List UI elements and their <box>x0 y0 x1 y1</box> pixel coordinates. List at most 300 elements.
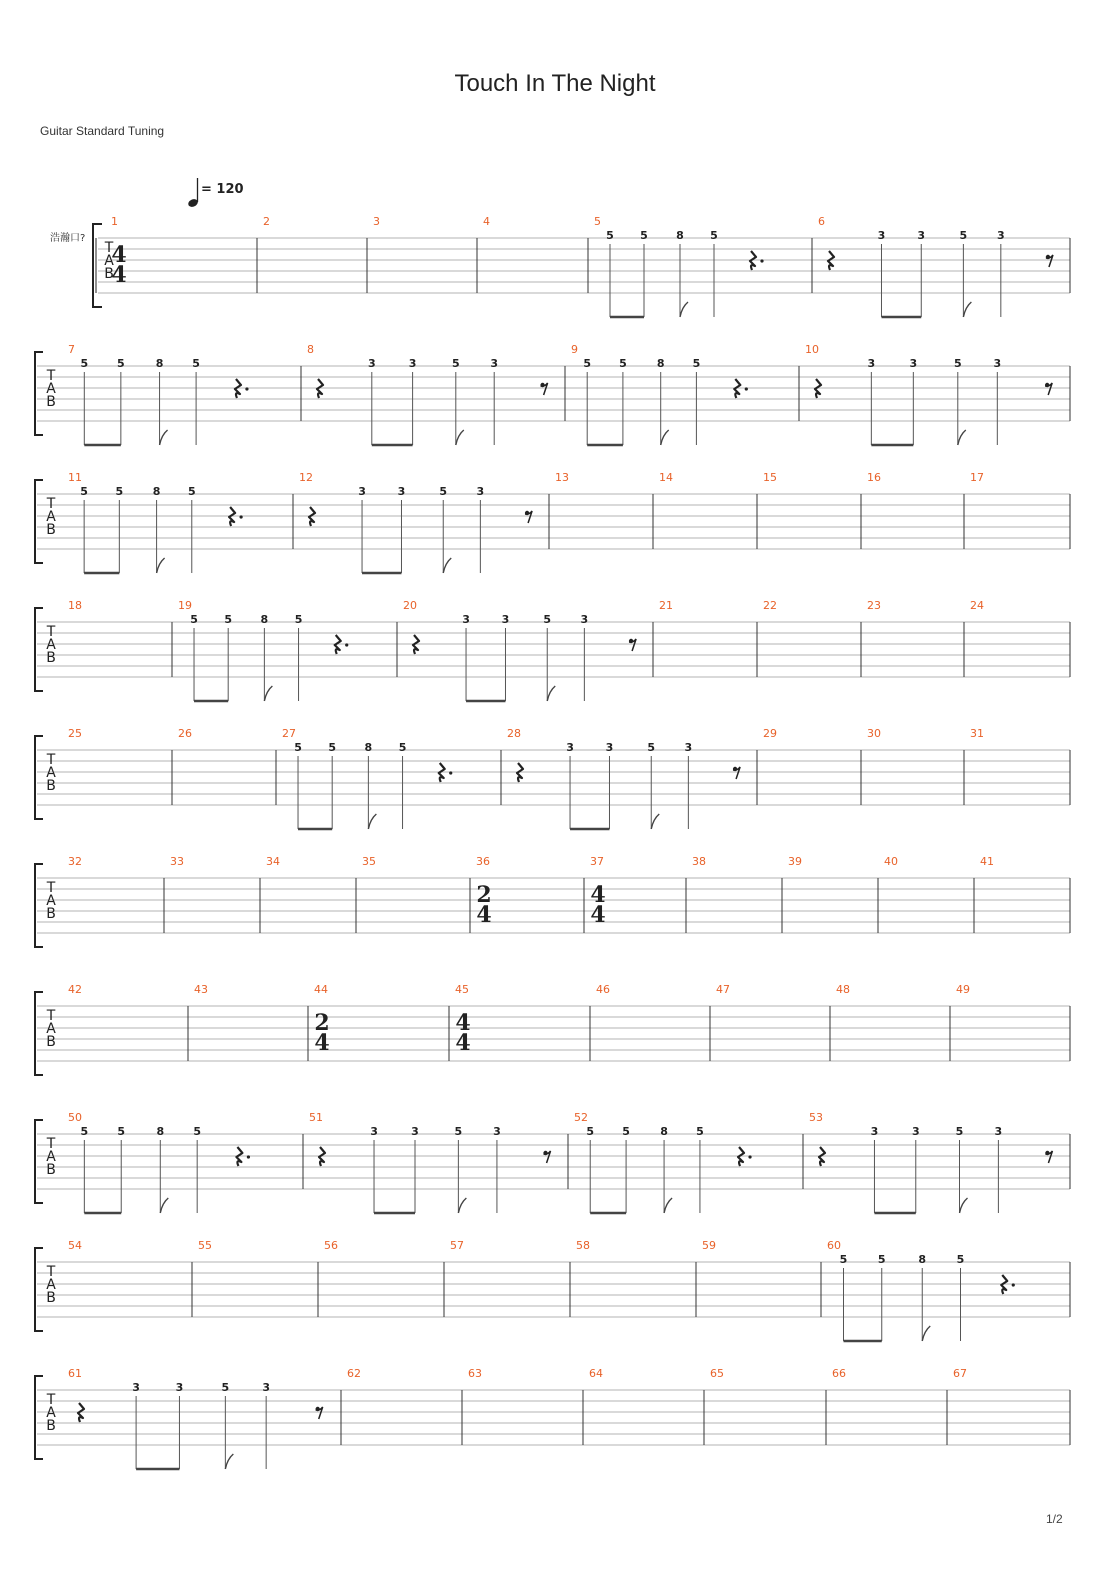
measure-number: 39 <box>788 855 802 868</box>
measure-58 <box>576 1239 590 1252</box>
measure-36 <box>476 855 492 928</box>
system-bracket <box>35 480 43 563</box>
measure-number: 56 <box>324 1239 338 1252</box>
fret-number: 5 <box>959 229 968 242</box>
tab-clef-letter: A <box>46 509 56 525</box>
measure-24 <box>970 599 984 612</box>
eighth-flag-icon <box>922 1326 930 1341</box>
measure-13 <box>555 471 569 484</box>
quarter-rest-icon <box>229 507 235 526</box>
riff-a <box>190 613 348 701</box>
riff-a <box>606 229 763 317</box>
measure-number: 20 <box>403 599 417 612</box>
measure-7 <box>68 343 249 445</box>
quarter-rest-icon <box>517 763 523 782</box>
measure-18 <box>68 599 82 612</box>
measure-number: 29 <box>763 727 777 740</box>
tab-clef-letter: B <box>46 1034 56 1050</box>
tab-clef-letter: T <box>104 240 114 256</box>
fret-number: 3 <box>909 357 918 370</box>
rest-dot <box>1012 1283 1015 1286</box>
measure-number: 50 <box>68 1111 82 1124</box>
fret-number: 8 <box>260 613 269 626</box>
fret-number: 5 <box>190 613 198 626</box>
tab-clef-letter: T <box>46 496 56 512</box>
fret-number: 5 <box>543 613 552 626</box>
measure-46 <box>596 983 610 996</box>
measure-number: 24 <box>970 599 984 612</box>
tab-system <box>35 1111 1070 1213</box>
measure-38 <box>692 855 706 868</box>
quarter-rest-icon <box>413 635 419 654</box>
eighth-flag-icon <box>157 558 165 573</box>
fret-number: 5 <box>622 1125 630 1138</box>
fret-number: 3 <box>397 485 406 498</box>
fret-number: 5 <box>692 357 701 370</box>
measure-56 <box>324 1239 338 1252</box>
fret-number: 3 <box>870 1125 879 1138</box>
fret-number: 3 <box>462 613 470 626</box>
measure-number: 33 <box>170 855 184 868</box>
measure-number: 59 <box>702 1239 716 1252</box>
measure-number: 7 <box>68 343 75 356</box>
tab-clef-letter: B <box>46 1162 56 1178</box>
measure-number: 61 <box>68 1367 82 1380</box>
page-number: 1/2 <box>1046 1512 1063 1526</box>
measure-8 <box>307 343 548 445</box>
tab-system <box>35 727 1070 829</box>
fret-number: 3 <box>411 1125 419 1138</box>
tab-clef-letter: B <box>46 394 56 410</box>
measure-42 <box>68 983 82 996</box>
eighth-flag-icon <box>651 814 659 829</box>
fret-number: 8 <box>660 1125 668 1138</box>
quarter-rest-icon <box>828 251 834 270</box>
measure-10 <box>805 343 1052 445</box>
tab-clef-letter: T <box>46 1136 56 1152</box>
measure-17 <box>970 471 984 484</box>
measure-19 <box>178 599 348 701</box>
rest-dot <box>245 387 248 390</box>
system-bracket <box>35 736 43 819</box>
riff-b <box>317 357 548 445</box>
measure-3 <box>373 215 380 228</box>
tab-clef-letter: T <box>46 1392 56 1408</box>
measure-28 <box>507 727 740 829</box>
measure-number: 6 <box>818 215 825 228</box>
fret-number: 5 <box>439 485 448 498</box>
quarter-rest-icon <box>235 379 241 398</box>
measure-2 <box>263 215 270 228</box>
fret-number: 5 <box>80 357 89 370</box>
measure-number: 47 <box>716 983 730 996</box>
time-signature-bottom: 4 <box>455 1030 471 1056</box>
fret-number: 8 <box>364 741 373 754</box>
fret-number: 5 <box>294 741 302 754</box>
tab-clef-letter: A <box>104 253 114 269</box>
measure-37 <box>590 855 606 928</box>
measure-23 <box>867 599 881 612</box>
measure-50 <box>68 1111 250 1213</box>
fret-number: 3 <box>684 741 693 754</box>
eighth-flag-icon <box>458 1198 466 1213</box>
quarter-rest-icon <box>750 251 756 270</box>
measure-49 <box>956 983 970 996</box>
tab-clef-letter: A <box>46 637 56 653</box>
measure-number: 16 <box>867 471 881 484</box>
tab-clef-letter: T <box>46 624 56 640</box>
measure-number: 17 <box>970 471 984 484</box>
system-bracket <box>35 864 43 947</box>
measure-16 <box>867 471 881 484</box>
eighth-flag-icon <box>963 302 971 317</box>
measure-number: 8 <box>307 343 314 356</box>
measure-9 <box>571 343 748 445</box>
measure-55 <box>198 1239 212 1252</box>
time-signature-bottom: 4 <box>590 902 606 928</box>
measure-number: 1 <box>111 215 118 228</box>
riff-b <box>319 1125 551 1213</box>
measure-number: 4 <box>483 215 490 228</box>
measure-41 <box>980 855 994 868</box>
rest-dot <box>748 1155 751 1158</box>
tab-clef-letter: A <box>46 893 56 909</box>
measure-number: 9 <box>571 343 578 356</box>
measure-20 <box>403 599 636 701</box>
measure-43 <box>194 983 208 996</box>
fret-number: 5 <box>80 1125 89 1138</box>
eighth-flag-icon <box>443 558 451 573</box>
measure-4 <box>483 215 490 228</box>
measure-29 <box>763 727 777 740</box>
time-signature-bottom: 4 <box>476 902 492 928</box>
eighth-flag-icon <box>456 430 464 445</box>
fret-number: 5 <box>454 1125 463 1138</box>
measure-21 <box>659 599 673 612</box>
fret-number: 5 <box>696 1125 704 1138</box>
fret-number: 3 <box>911 1125 920 1138</box>
fret-number: 5 <box>606 229 614 242</box>
measure-45 <box>455 983 471 1056</box>
fret-number: 5 <box>192 357 200 370</box>
measure-number: 51 <box>309 1111 323 1124</box>
fret-number: 5 <box>115 485 124 498</box>
riff-b <box>309 485 532 573</box>
measure-number: 21 <box>659 599 673 612</box>
time-signature-top: 2 <box>314 1010 330 1036</box>
time-signature-top: 4 <box>111 242 127 268</box>
measure-number: 11 <box>68 471 82 484</box>
measure-number: 15 <box>763 471 777 484</box>
measure-number: 14 <box>659 471 673 484</box>
measure-52 <box>574 1111 752 1213</box>
tab-clef-letter: A <box>46 1405 56 1421</box>
measure-number: 43 <box>194 983 208 996</box>
riff-a <box>80 485 242 573</box>
fret-number: 3 <box>175 1381 184 1394</box>
fret-number: 5 <box>953 357 962 370</box>
measure-number: 60 <box>827 1239 841 1252</box>
fret-number: 3 <box>493 1125 501 1138</box>
eighth-flag-icon <box>264 686 272 701</box>
measure-number: 48 <box>836 983 850 996</box>
measure-number: 37 <box>590 855 604 868</box>
measure-number: 66 <box>832 1367 846 1380</box>
measure-number: 25 <box>68 727 82 740</box>
fret-number: 3 <box>490 357 499 370</box>
tab-system <box>35 983 1070 1075</box>
rest-dot <box>345 643 348 646</box>
measure-33 <box>170 855 184 868</box>
tab-clef-letter: T <box>46 1008 56 1024</box>
measure-53 <box>809 1111 1052 1213</box>
measure-65 <box>710 1367 724 1380</box>
tab-clef-letter: T <box>46 368 56 384</box>
riff-b <box>815 357 1052 445</box>
measure-60 <box>827 1239 1015 1341</box>
measure-27 <box>282 727 452 829</box>
measure-number: 44 <box>314 983 328 996</box>
measure-number: 19 <box>178 599 192 612</box>
measure-number: 30 <box>867 727 881 740</box>
measure-number: 23 <box>867 599 881 612</box>
tab-system <box>35 471 1070 573</box>
song-title: Touch In The Night <box>454 70 656 97</box>
measure-number: 28 <box>507 727 521 740</box>
tab-clef-letter: B <box>46 778 56 794</box>
riff-b <box>819 1125 1052 1213</box>
fret-number: 5 <box>647 741 656 754</box>
quarter-rest-icon <box>734 379 740 398</box>
rest-dot <box>240 515 243 518</box>
tab-clef-letter: T <box>46 752 56 768</box>
fret-number: 8 <box>676 229 684 242</box>
measure-12 <box>299 471 532 573</box>
measure-62 <box>347 1367 361 1380</box>
fret-number: 3 <box>408 357 417 370</box>
measure-number: 62 <box>347 1367 361 1380</box>
riff-b <box>517 741 740 829</box>
measure-number: 57 <box>450 1239 464 1252</box>
fret-number: 5 <box>956 1253 965 1266</box>
fret-number: 5 <box>80 485 88 498</box>
measure-number: 45 <box>455 983 469 996</box>
measure-number: 40 <box>884 855 898 868</box>
tab-system <box>35 1239 1070 1341</box>
measure-64 <box>589 1367 603 1380</box>
measure-63 <box>468 1367 482 1380</box>
eighth-flag-icon <box>547 686 555 701</box>
eighth-flag-icon <box>664 1198 672 1213</box>
measure-number: 27 <box>282 727 296 740</box>
measure-1 <box>111 215 127 288</box>
measure-35 <box>362 855 376 868</box>
measure-26 <box>178 727 192 740</box>
quarter-rest-icon <box>815 379 821 398</box>
fret-number: 5 <box>398 741 407 754</box>
rest-dot <box>745 387 748 390</box>
measure-number: 53 <box>809 1111 823 1124</box>
fret-number: 3 <box>917 229 926 242</box>
measure-22 <box>763 599 777 612</box>
quarter-rest-icon <box>236 1147 242 1166</box>
tab-clef-letter: A <box>46 1021 56 1037</box>
fret-number: 3 <box>993 357 1002 370</box>
measure-61 <box>68 1367 323 1469</box>
measure-number: 34 <box>266 855 280 868</box>
measure-number: 46 <box>596 983 610 996</box>
eighth-flag-icon <box>225 1454 233 1469</box>
quarter-rest-icon <box>335 635 341 654</box>
system-bracket <box>93 224 102 307</box>
eighth-flag-icon <box>680 302 688 317</box>
tempo-value: = 120 <box>201 182 244 197</box>
fret-number: 3 <box>877 229 886 242</box>
measure-51 <box>309 1111 551 1213</box>
measure-11 <box>68 471 243 573</box>
fret-number: 5 <box>117 357 125 370</box>
tab-clef-letter: B <box>46 650 56 666</box>
rest-dot <box>247 1155 250 1158</box>
fret-number: 5 <box>619 357 627 370</box>
system-bracket <box>35 1376 43 1459</box>
tab-clef-letter: B <box>104 266 114 282</box>
measure-6 <box>818 215 1053 317</box>
tab-clef-letter: B <box>46 1418 56 1434</box>
measure-number: 55 <box>198 1239 212 1252</box>
tab-clef-letter: B <box>46 906 56 922</box>
riff-b <box>413 613 636 701</box>
quarter-rest-icon <box>1001 1275 1007 1294</box>
time-signature-bottom: 4 <box>314 1030 330 1056</box>
fret-number: 5 <box>193 1125 202 1138</box>
measure-number: 5 <box>594 215 601 228</box>
measure-number: 49 <box>956 983 970 996</box>
measure-number: 12 <box>299 471 313 484</box>
measure-number: 22 <box>763 599 777 612</box>
measure-number: 41 <box>980 855 994 868</box>
measure-number: 64 <box>589 1367 603 1380</box>
measure-57 <box>450 1239 464 1252</box>
measure-number: 10 <box>805 343 819 356</box>
tab-clef-letter: A <box>46 1149 56 1165</box>
fret-number: 3 <box>566 741 574 754</box>
fret-number: 5 <box>221 1381 230 1394</box>
fret-number: 5 <box>451 357 460 370</box>
riff-a <box>586 1125 751 1213</box>
measure-number: 42 <box>68 983 82 996</box>
measure-number: 67 <box>953 1367 967 1380</box>
fret-number: 3 <box>367 357 376 370</box>
measure-25 <box>68 727 82 740</box>
measure-44 <box>314 983 330 1056</box>
eighth-flag-icon <box>160 1198 168 1213</box>
measure-67 <box>953 1367 967 1380</box>
tab-clef-letter: A <box>46 765 56 781</box>
system-bracket <box>35 1248 43 1331</box>
fret-number: 3 <box>580 613 589 626</box>
eighth-flag-icon <box>960 1198 968 1213</box>
fret-number: 3 <box>370 1125 378 1138</box>
tab-clef-letter: B <box>46 1290 56 1306</box>
measure-number: 35 <box>362 855 376 868</box>
time-signature-top: 2 <box>476 882 492 908</box>
system-bracket <box>35 1120 43 1203</box>
tuning-label: Guitar Standard Tuning <box>40 124 165 138</box>
riff-a <box>583 357 748 445</box>
tab-system <box>35 1367 1070 1469</box>
quarter-rest-icon <box>78 1403 84 1422</box>
fret-number: 5 <box>117 1125 126 1138</box>
measure-30 <box>867 727 881 740</box>
fret-number: 3 <box>262 1381 270 1394</box>
measure-32 <box>68 855 82 868</box>
time-signature-top: 4 <box>455 1010 471 1036</box>
tab-clef-letter: A <box>46 1277 56 1293</box>
fret-number: 8 <box>152 485 161 498</box>
riff-a <box>81 1125 250 1213</box>
measure-number: 36 <box>476 855 490 868</box>
system-bracket <box>35 992 43 1075</box>
tab-clef-letter: B <box>46 522 56 538</box>
system-bracket <box>35 608 43 691</box>
fret-number: 3 <box>867 357 876 370</box>
fret-number: 3 <box>996 229 1005 242</box>
measure-39 <box>788 855 802 868</box>
measure-number: 65 <box>710 1367 724 1380</box>
measure-number: 18 <box>68 599 82 612</box>
measure-15 <box>763 471 777 484</box>
riff-b <box>78 1381 323 1469</box>
fret-number: 5 <box>224 613 233 626</box>
fret-number: 5 <box>640 229 648 242</box>
fret-number: 5 <box>586 1125 595 1138</box>
fret-number: 8 <box>918 1253 927 1266</box>
measure-number: 54 <box>68 1239 82 1252</box>
tab-system <box>35 343 1070 445</box>
fret-number: 3 <box>605 741 614 754</box>
measure-47 <box>716 983 730 996</box>
fret-number: 3 <box>501 613 510 626</box>
riff-b <box>828 229 1053 317</box>
measure-40 <box>884 855 898 868</box>
rest-dot <box>449 771 452 774</box>
measure-number: 13 <box>555 471 569 484</box>
track-name: 浩瀚口? <box>50 233 86 244</box>
measure-number: 2 <box>263 215 270 228</box>
fret-number: 5 <box>294 613 303 626</box>
measure-59 <box>702 1239 716 1252</box>
fret-number: 8 <box>156 1125 165 1138</box>
measure-34 <box>266 855 280 868</box>
measure-number: 63 <box>468 1367 482 1380</box>
eighth-flag-icon <box>958 430 966 445</box>
measure-48 <box>836 983 850 996</box>
quarter-rest-icon <box>309 507 315 526</box>
fret-number: 5 <box>955 1125 964 1138</box>
fret-number: 5 <box>328 741 337 754</box>
fret-number: 5 <box>839 1253 848 1266</box>
measure-number: 52 <box>574 1111 588 1124</box>
measure-number: 26 <box>178 727 192 740</box>
quarter-rest-icon <box>738 1147 744 1166</box>
quarter-rest-icon <box>319 1147 325 1166</box>
measure-14 <box>659 471 673 484</box>
eighth-flag-icon <box>368 814 376 829</box>
measure-66 <box>832 1367 846 1380</box>
tempo-marking <box>187 178 244 208</box>
fret-number: 5 <box>710 229 718 242</box>
